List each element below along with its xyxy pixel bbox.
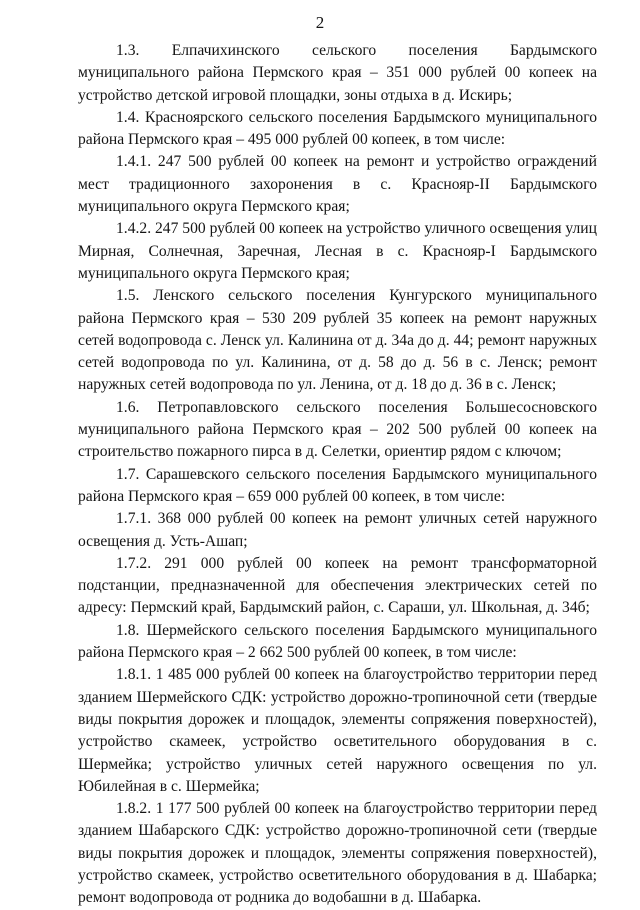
paragraph-1-8-1: 1.8.1. 1 485 000 рублей 00 копеек на благоустройство территории перед зданием Шермейского СДК: устройство дорожно-тропиночной сети (твердые виды покрытия дорожек и площадок, элементы сопряжения поверхностей), устройство скамеек, устройство осветительного оборудования в с. Шермейка; устройство уличных сетей наружного освещения по ул. Юбилейная в с. Шермейка; xyxy=(78,666,597,795)
paragraph-1-4: 1.4. Красноярского сельского поселения Бардымского муниципального района Пермского края – 495 000 рублей 00 копеек, в том числе: xyxy=(78,108,597,149)
paragraph-1-8: 1.8. Шермейского сельского поселения Бардымского муниципального района Пермского края – 2 662 500 рублей 00 копеек, в том числе: xyxy=(78,621,597,662)
paragraph-1-7: 1.7. Сарашевского сельского поселения Бардымского муниципального района Пермского края – 659 000 рублей 00 копеек, в том числе: xyxy=(78,465,597,505)
page-number: 2 xyxy=(315,13,325,32)
paragraph-1-4-1: 1.4.1. 247 500 рублей 00 копеек на ремонт и устройство ограждений мест традиционного захоронения в с. Краснояр-II Бардымского муниципального округа Пермского края; xyxy=(78,153,597,216)
paragraph-1-4-2: 1.4.2. 247 500 рублей 00 копеек на устройство уличного освещения улиц Мирная, Солнечная, Заречная, Лесная в с. Краснояр-I Бардымского муниципального округа Пермского края; xyxy=(78,220,597,282)
paragraph-1-8-2: 1.8.2. 1 177 500 рублей 00 копеек на благоустройство территории перед зданием Шабарского СДК: устройство дорожно-тропиночной сети (твердые виды покрытия дорожек и площадок, элементы сопряжения поверхностей), устройство скамеек, устройство осветительного оборудования в д. Шабарка; ремонт водопровода от родника до водобашни в д. Шабарка. xyxy=(78,800,597,907)
paragraph-1-7-1: 1.7.1. 368 000 рублей 00 копеек на ремонт уличных сетей наружного освещения д. Усть-Ашап; xyxy=(78,510,597,550)
document-body xyxy=(78,40,597,910)
paragraph-1-7-2: 1.7.2. 291 000 рублей 00 копеек на ремонт трансформаторной подстанции, предназначенной для обеспечения электрических сетей по адресу: Пермский край, Бардымский район, с. Сараши, ул. Школьная, д. 34б; xyxy=(78,554,597,617)
paragraph-1-6: 1.6. Петропавловского сельского поселения Большесосновского муниципального района Пермского края – 202 500 рублей 00 копеек на строительство пожарного пирса в д. Селетки, ориентир рядом с ключом; xyxy=(78,398,597,461)
paragraph-1-3: 1.3. Елпачихинского сельского поселения Бардымского муниципального района Пермского края – 351 000 рублей 00 копеек на устройство детской игровой площадки, зоны отдыха в д. Искирь; xyxy=(78,42,597,104)
paragraph-1-5: 1.5. Ленского сельского поселения Кунгурского муниципального района Пермского края – 530 209 рублей 35 копеек на ремонт наружных сетей водопровода с. Ленск ул. Калинина от д. 34а до д. 44; ремонт наружных сетей водопровода по ул. Калинина, от д. 58 до д. 56 в с. Ленск; ремонт наружных сетей водопровода по ул. Ленина, от д. 18 до д. 36 в с. Ленск; xyxy=(78,287,597,394)
